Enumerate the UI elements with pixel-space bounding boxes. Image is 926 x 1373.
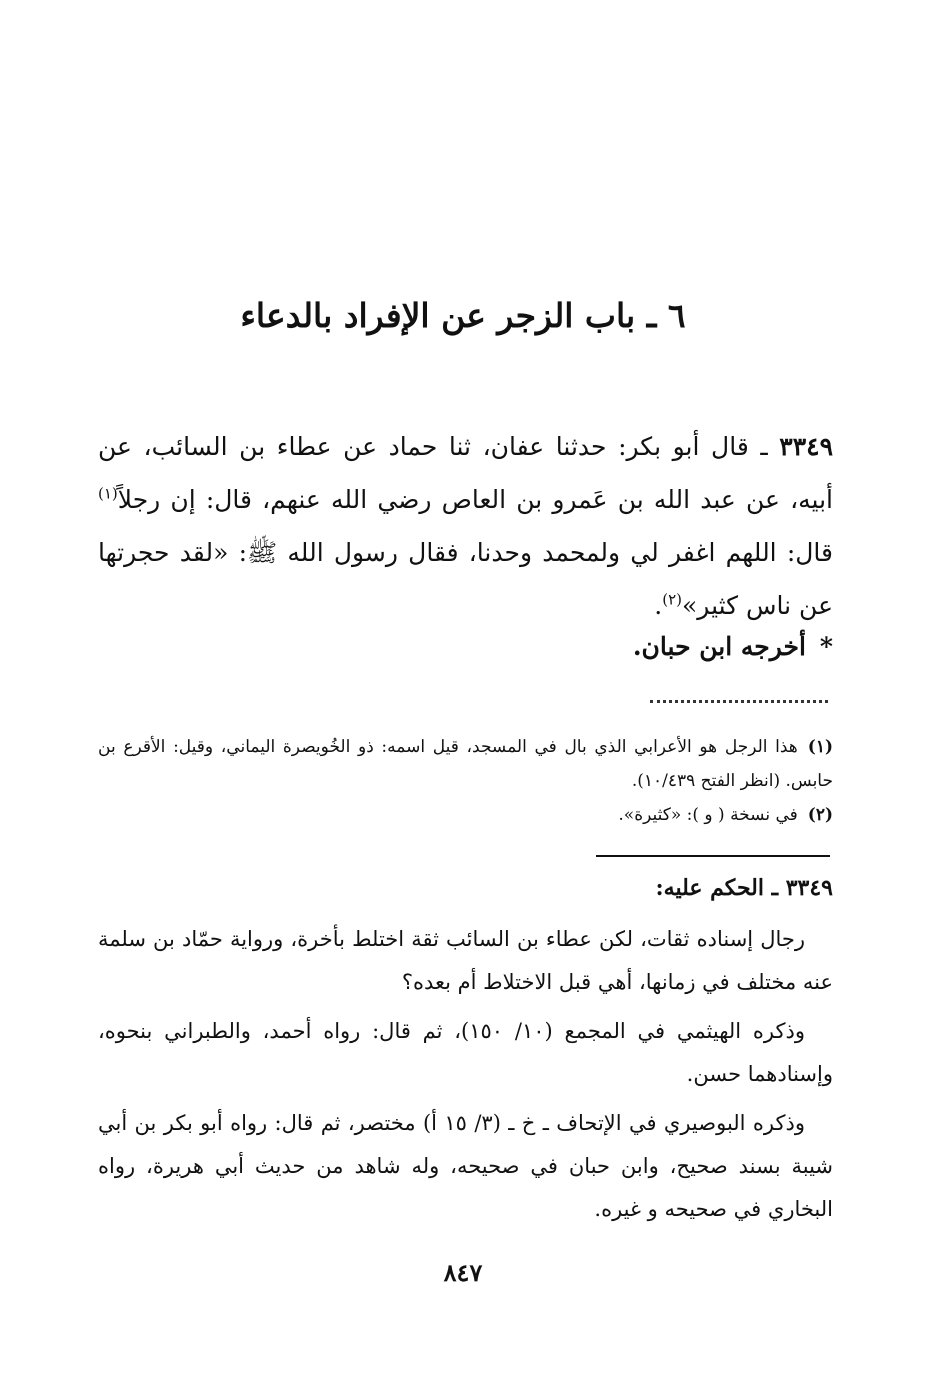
page-number: ٨٤٧: [443, 1258, 483, 1287]
hadith-number: ٣٣٤٩: [779, 432, 833, 461]
footnote-number: (١): [807, 737, 833, 757]
footnotes: [98, 730, 833, 832]
footnote-ref-2: (٢): [662, 590, 682, 609]
footnote-text: في نسخة ( و ): «كثيرة».: [618, 805, 798, 825]
chapter-title: ٦ ـ باب الزجر عن الإفراد بالدعاء: [240, 296, 686, 335]
footnote-ref-1: (١): [98, 484, 118, 503]
footnote-text: هذا الرجل هو الأعرابي الذي بال في المسجد، قيل اسمه: ذو الخُويصرة اليماني، وقيل: الأقرع بن حابس. (انظر الفتح ١٠/٤٣٩).: [98, 737, 833, 791]
hadith-text-part2: قال: اللهم اغفر لي ولمحمد وحدنا، فقال رسول الله ﷺ: «لقد حجرتها عن ناس كثير»: [98, 538, 833, 620]
ruling-paragraph: وذكره الهيثمي في المجمع (١٠/ ١٥٠)، ثم قال: رواه أحمد، والطبراني بنحوه، وإسنادهما حسن.: [98, 1019, 833, 1086]
footnote-1: [98, 730, 833, 798]
ruling-heading: ٣٣٤٩ ـ الحكم عليه:: [655, 875, 833, 901]
takhrij-line: [98, 632, 833, 661]
hadith-text-part1: ـ قال أبو بكر: حدثنا عفان، ثنا حماد عن عطاء بن السائب، عن أبيه، عن عبد الله بن عَمرو بن العاص رضي الله عنهم، قال: إن رجلاً: [98, 432, 833, 514]
footnote-number: (٢): [807, 805, 833, 825]
solid-separator: [596, 855, 830, 857]
asterisk-mark: *: [819, 632, 833, 661]
footnote-2: [98, 798, 833, 832]
ruling-paragraph: رجال إسناده ثقات، لكن عطاء بن السائب ثقة اختلط بأخرة، ورواية حمّاد بن سلمة عنه مختلف في زمانها، أهي قبل الاختلاط أم بعده؟: [98, 927, 833, 994]
ruling-paragraph: وذكره البوصيري في الإتحاف ـ خ ـ (٣/ ١٥ أ) مختصر، ثم قال: رواه أبو بكر بن أبي شيبة بسند صحيح، وابن حبان في صحيحه، وله شاهد من حديث أبي هريرة، رواه البخاري في صحيحه و غيره.: [98, 1111, 833, 1221]
ruling-body: [98, 918, 833, 1237]
hadith-text-end: .: [654, 591, 663, 620]
takhrij-text: أخرجه ابن حبان.: [632, 632, 806, 661]
hadith-text: [98, 420, 833, 632]
dotted-separator: [650, 700, 828, 703]
